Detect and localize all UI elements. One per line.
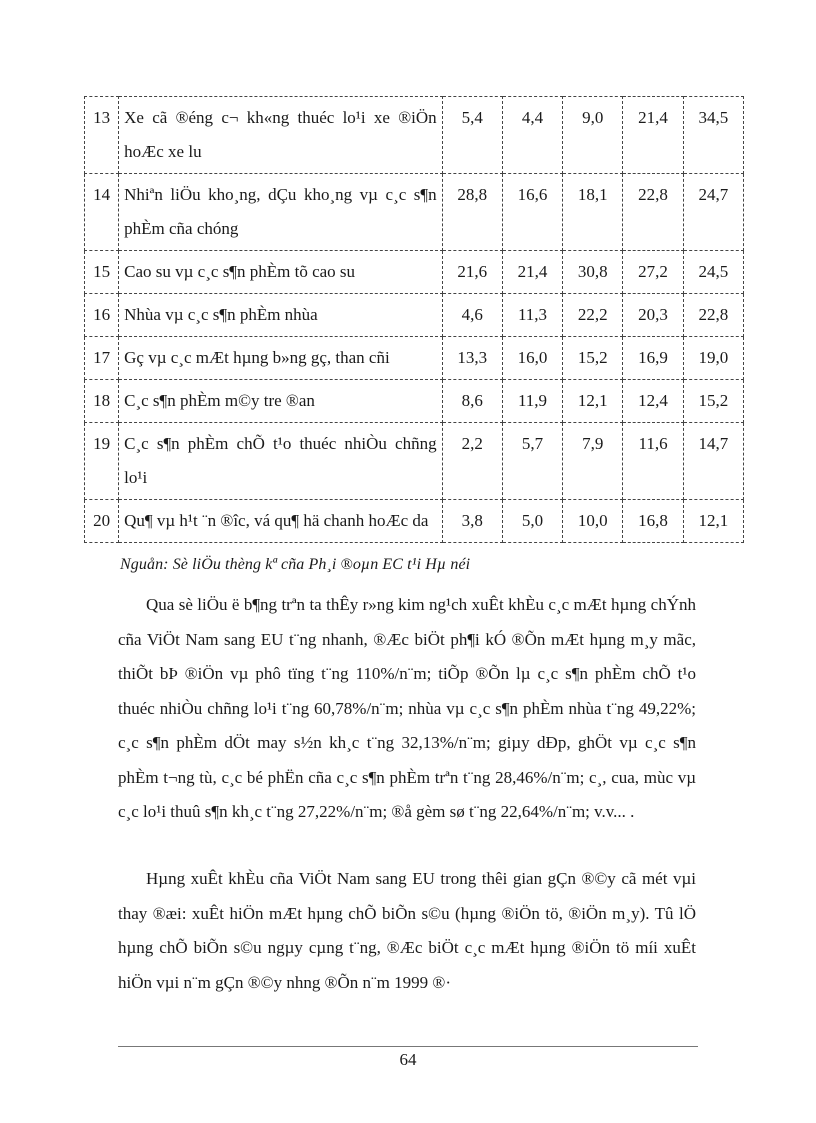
paragraph-2 xyxy=(118,862,696,1000)
value-cell: 16,0 xyxy=(502,337,562,380)
paragraph-1 xyxy=(118,588,696,830)
value-cell: 22,2 xyxy=(563,294,623,337)
table-row xyxy=(85,174,744,251)
value-cell: 22,8 xyxy=(623,174,683,251)
value-cell: 4,6 xyxy=(442,294,502,337)
product-name-cell: C¸c s¶n phÈm chÕ t¹o thuéc nhiÒu chñng lo¹i xyxy=(119,423,442,500)
paragraph-1-text: Qua sè liÖu ë b¶ng trªn ta thÊy r»ng kim ng¹ch xuÊt khÈu c¸c mÆt hµng chÝnh cña ViÖt Nam sang EU t¨ng nhanh, ®Æc biÖt ph¶i kÓ ®Õn mÆt hµng m¸y mãc, thiÕt bÞ ®iÖn vµ phô tïng t¨ng 110%/n¨m; tiÕp ®Õn lµ c¸c s¶n phÈm chÕ t¹o thuéc nhiÒu chñng lo¹i t¨ng 60,78%/n¨m; nhùa vµ c¸c s¶n phÈm nhùa t¨ng 49,22%; c¸c s¶n phÈm dÖt may s½n kh¸c t¨ng 32,13%/n¨m; giµy dÐp, ghÖt vµ c¸c s¶n phÈm t¬ng tù, c¸c bé phËn cña c¸c s¶n phÈm trªn t¨ng 28,46%/n¨m; c¸, cua, mùc vµ c¸c lo¹i thuû s¶n kh¸c t¨ng 27,22%/n¨m; ®å gèm sø t¨ng 22,64%/n¨m; v.v... . xyxy=(118,595,696,821)
value-cell: 12,1 xyxy=(683,500,743,543)
value-cell: 15,2 xyxy=(683,380,743,423)
table-row xyxy=(85,337,744,380)
value-cell: 16,8 xyxy=(623,500,683,543)
value-cell: 34,5 xyxy=(683,97,743,174)
value-cell: 22,8 xyxy=(683,294,743,337)
value-cell: 24,7 xyxy=(683,174,743,251)
value-cell: 9,0 xyxy=(563,97,623,174)
value-cell: 5,0 xyxy=(502,500,562,543)
value-cell: 11,9 xyxy=(502,380,562,423)
row-number-cell: 14 xyxy=(85,174,119,251)
value-cell: 10,0 xyxy=(563,500,623,543)
value-cell: 21,4 xyxy=(502,251,562,294)
table-row xyxy=(85,294,744,337)
data-table-container xyxy=(84,96,744,543)
value-cell: 13,3 xyxy=(442,337,502,380)
table-row xyxy=(85,97,744,174)
value-cell: 11,3 xyxy=(502,294,562,337)
value-cell: 21,4 xyxy=(623,97,683,174)
footer-divider xyxy=(118,1046,698,1047)
product-name-cell: Cao su vµ c¸c s¶n phÈm tõ cao su xyxy=(119,251,442,294)
page-number: 64 xyxy=(399,1050,417,1069)
product-name-cell: Nhùa vµ c¸c s¶n phÈm nhùa xyxy=(119,294,442,337)
product-name-cell: Qu¶ vµ h¹t ¨n ®îc, vá qu¶ hä chanh hoÆc da xyxy=(119,500,442,543)
product-name-cell: C¸c s¶n phÈm m©y tre ®an xyxy=(119,380,442,423)
table-row xyxy=(85,251,744,294)
table-row xyxy=(85,423,744,500)
product-name-cell: Xe cã ®éng c¬ kh«ng thuéc lo¹i xe ®iÖn hoÆc xe lu xyxy=(119,97,442,174)
row-number-cell: 17 xyxy=(85,337,119,380)
row-number-cell: 20 xyxy=(85,500,119,543)
value-cell: 30,8 xyxy=(563,251,623,294)
table-body xyxy=(85,97,744,543)
table-source-note: Nguån: Sè liÖu thèng kª cña Ph¸i ®oµn EC t¹i Hµ néi xyxy=(120,556,471,573)
value-cell: 5,7 xyxy=(502,423,562,500)
value-cell: 7,9 xyxy=(563,423,623,500)
row-number-cell: 19 xyxy=(85,423,119,500)
value-cell: 12,4 xyxy=(623,380,683,423)
row-number-cell: 15 xyxy=(85,251,119,294)
table-row xyxy=(85,380,744,423)
value-cell: 12,1 xyxy=(563,380,623,423)
value-cell: 5,4 xyxy=(442,97,502,174)
value-cell: 8,6 xyxy=(442,380,502,423)
product-name-cell: Gç vµ c¸c mÆt hµng b»ng gç, than cñi xyxy=(119,337,442,380)
paragraph-2-text: Hµng xuÊt khÈu cña ViÖt Nam sang EU trong thêi gian gÇn ®©y cã mét vµi thay ®æi: xuÊt hiÖn mÆt hµng chÕ biÕn s©u (hµng ®iÖn tö, ®iÖn m¸y). Tû lÖ hµng chÕ biÕn s©u ngµy cµng t¨ng, ®Æc biÖt c¸c mÆt hµng ®iÖn tö míi xuÊt hiÖn vµi n¨m gÇn ®©y nhng ®Õn n¨m 1999 ®· xyxy=(118,869,696,992)
row-number-cell: 18 xyxy=(85,380,119,423)
value-cell: 21,6 xyxy=(442,251,502,294)
export-table xyxy=(84,96,744,543)
product-name-cell: Nhiªn liÖu kho¸ng, dÇu kho¸ng vµ c¸c s¶n phÈm cña chóng xyxy=(119,174,442,251)
table-row xyxy=(85,500,744,543)
value-cell: 18,1 xyxy=(563,174,623,251)
value-cell: 16,9 xyxy=(623,337,683,380)
row-number-cell: 13 xyxy=(85,97,119,174)
value-cell: 28,8 xyxy=(442,174,502,251)
value-cell: 14,7 xyxy=(683,423,743,500)
value-cell: 4,4 xyxy=(502,97,562,174)
value-cell: 19,0 xyxy=(683,337,743,380)
value-cell: 15,2 xyxy=(563,337,623,380)
row-number-cell: 16 xyxy=(85,294,119,337)
value-cell: 20,3 xyxy=(623,294,683,337)
value-cell: 11,6 xyxy=(623,423,683,500)
value-cell: 24,5 xyxy=(683,251,743,294)
value-cell: 27,2 xyxy=(623,251,683,294)
value-cell: 16,6 xyxy=(502,174,562,251)
value-cell: 3,8 xyxy=(442,500,502,543)
value-cell: 2,2 xyxy=(442,423,502,500)
